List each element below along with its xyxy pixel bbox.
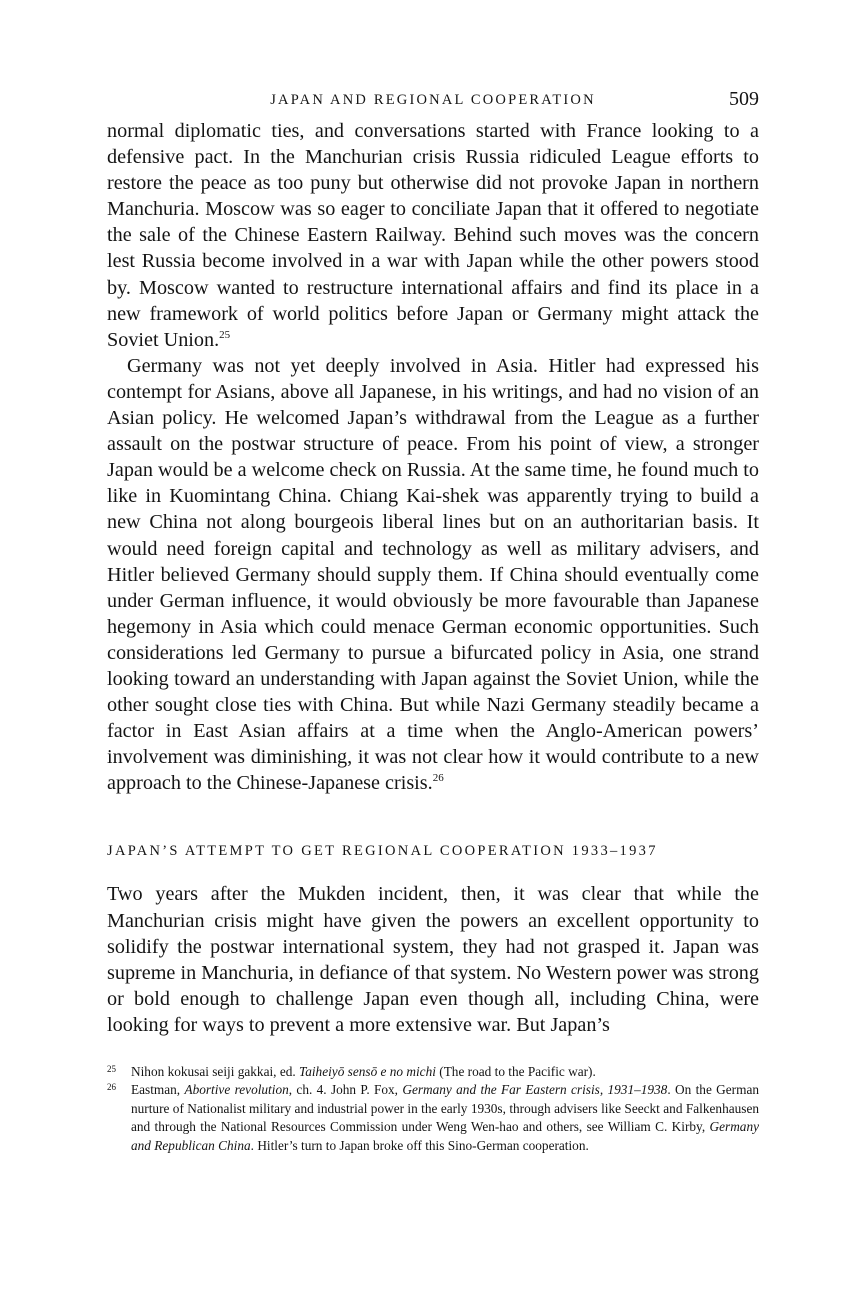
paragraph-text: normal diplomatic ties, and conversations started with France looking to a defensive pact. In the Manchurian crisis Russia ridiculed League efforts to restore the peace as too puny but otherwise did not provoke Japan in northern Manchuria. Moscow was so eager to conciliate Japan that it offered to negotiate the sale of the Chinese Eastern Railway. Behind such moves was the concern lest Russia become involved in a war with Japan while the other powers stood by. Moscow wanted to restructure international affairs and find its place in a new framework of world politics before Japan or Germany might attack the Soviet Union. bbox=[107, 120, 759, 351]
footnote-ref: 25 bbox=[219, 328, 231, 341]
paragraph bbox=[107, 353, 759, 797]
footnote-title-run: Abortive revolution bbox=[184, 1082, 289, 1098]
footnote-text-run: Eastman, bbox=[131, 1082, 185, 1098]
page-number: 509 bbox=[729, 88, 759, 110]
footnote-text-run: . Hitler’s turn to Japan broke off this Sino-German cooperation. bbox=[250, 1137, 589, 1153]
paragraph bbox=[107, 118, 759, 353]
main-text bbox=[107, 118, 759, 796]
footnote-number: 25 bbox=[107, 1064, 116, 1074]
footnote-text bbox=[131, 1082, 759, 1152]
footnote-ref: 26 bbox=[432, 772, 444, 785]
section-heading: JAPAN’S ATTEMPT TO GET REGIONAL COOPERATION 1933–1937 bbox=[107, 843, 658, 860]
paragraph-text: Germany was not yet deeply involved in Asia. Hitler had expressed his contempt for Asians, above all Japanese, in his writings, and had no vision of an Asian policy. He welcomed Japan’s withdrawal from the League as a further assault on the postwar structure of peace. From his point of view, a stronger Japan would be a welcome check on Russia. At the same time, he found much to like in Kuomintang China. Chiang Kai-shek was apparently trying to build a new China not along bourgeois liberal lines but on an authoritarian basis. It would need foreign capital and technology as well as military advisers, and Hitler believed Germany should supply them. If China should eventually come under German influence, it would obviously be more favourable than Japanese hegemony in Asia which could menace German economic opportunities. Such considerations led Germany to pursue a bifurcated policy in Asia, one strand looking toward an understanding with Japan against the Soviet Union, while the other sought close ties with China. But while Nazi Germany steadily became a factor in East Asian affairs at a time when the Anglo-American powers’ involvement was diminishing, it was not clear how it would contribute to a new approach to the Chinese-Japanese crisis. bbox=[107, 354, 760, 795]
running-title: JAPAN AND REGIONAL COOPERATION bbox=[270, 92, 596, 108]
footnote-title-run: Taiheiyō sensō e no michi bbox=[299, 1064, 436, 1079]
section-text bbox=[107, 881, 759, 1038]
footnote-title-run: Germany and the Far Eastern crisis, 1931–1938 bbox=[402, 1082, 668, 1098]
footnote-text-run: (The road to the Pacific war). bbox=[435, 1064, 596, 1079]
footnote-text-run: , ch. 4. John P. Fox, bbox=[288, 1082, 403, 1098]
footnote-number: 26 bbox=[107, 1082, 116, 1093]
footnote-text bbox=[131, 1064, 596, 1079]
footnote bbox=[107, 1081, 759, 1155]
footnote-title-run: Germany and Republican China bbox=[131, 1119, 759, 1153]
footnotes bbox=[107, 1063, 759, 1155]
running-head bbox=[107, 88, 759, 118]
paragraph: Two years after the Mukden incident, then, it was clear that while the Manchurian crisis might have given the powers an excellent opportunity to solidify the postwar international system, they had not grasped it. Japan was supreme in Manchuria, in defiance of that system. No Western power was strong or bold enough to challenge Japan even though all, including China, were looking for ways to prevent a more extensive war. But Japan’s bbox=[107, 883, 759, 1036]
footnote-text-run: Nihon kokusai seiji gakkai, ed. bbox=[131, 1064, 300, 1079]
footnote bbox=[107, 1063, 759, 1081]
book-page bbox=[107, 88, 759, 1155]
footnote-text-run: . On the German nurture of Nationalist military and industrial power in the early 1930s, through advisers like Seeckt and Falkenhausen and through the National Resources Commission under Weng Wen-hao and others, see William C. Kirby, bbox=[131, 1082, 760, 1135]
